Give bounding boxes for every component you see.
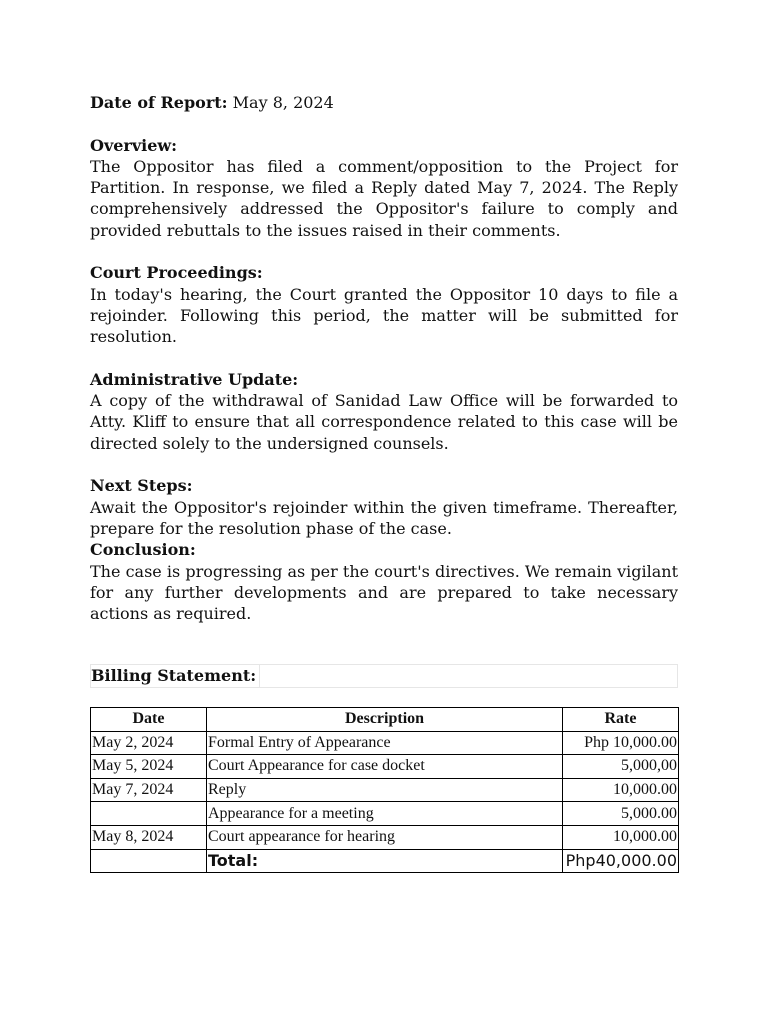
- billing-header-row: [91, 708, 679, 732]
- total-value: Php40,000.00: [563, 849, 679, 873]
- table-row: [91, 778, 679, 802]
- spacer: [90, 241, 678, 262]
- row-date: May 8, 2024: [91, 825, 207, 849]
- court-proceedings-body: In today's hearing, the Court granted the Oppositor 10 days to file a rejoinder. Following this period, the matter will be submitted for resolution.: [90, 284, 678, 347]
- conclusion-heading: Conclusion:: [90, 540, 196, 560]
- overview-body: The Oppositor has filed a comment/opposition to the Project for Partition. In response, we filed a Reply dated May 7, 2024. The Reply comprehensively addressed the Oppositor's failure to comply and provided rebuttals to the issues raised in their comments.: [90, 156, 678, 240]
- spacer: [90, 348, 678, 369]
- table-row: [91, 825, 679, 849]
- total-row: [91, 849, 679, 873]
- row-description: Formal Entry of Appearance: [207, 731, 563, 755]
- administrative-update-body: A copy of the withdrawal of Sanidad Law Office will be forwarded to Atty. Kliff to ensure that all correspondence related to this case will be directed solely to the undersigned counsels.: [90, 391, 678, 453]
- report-date-label: Date of Report:: [90, 93, 228, 112]
- report-document: [90, 92, 678, 624]
- row-rate: 5,000.00: [563, 802, 679, 826]
- court-proceedings-heading: Court Proceedings:: [90, 263, 263, 283]
- billing-statement-title: Billing Statement:: [91, 665, 260, 687]
- overview-heading: Overview:: [90, 135, 178, 155]
- row-date: May 7, 2024: [91, 778, 207, 802]
- row-date: May 5, 2024: [91, 755, 207, 779]
- conclusion-body: The case is progressing as per the court's directives. We remain vigilant for any further developments and are prepared to take necessary actions as required.: [90, 561, 678, 624]
- billing-statement-box: [90, 664, 678, 688]
- row-date: [91, 802, 207, 826]
- row-rate: 10,000.00: [563, 825, 679, 849]
- row-description: Court Appearance for case docket: [207, 755, 563, 779]
- report-date-value: May 8, 2024: [227, 93, 334, 112]
- spacer: [90, 454, 678, 475]
- table-row: [91, 755, 679, 779]
- row-description: Court appearance for hearing: [207, 825, 563, 849]
- total-empty-cell: [91, 849, 207, 873]
- description-column-header: Description: [207, 708, 563, 732]
- report-date-line: [90, 92, 678, 113]
- rate-column-header: Rate: [563, 708, 679, 732]
- table-row: [91, 731, 679, 755]
- row-description: Reply: [207, 778, 563, 802]
- administrative-update-heading: Administrative Update:: [90, 369, 299, 389]
- next-steps-body: Await the Oppositor's rejoinder within the given timeframe. Thereafter, prepare for the resolution phase of the case.: [90, 497, 678, 538]
- date-column-header: Date: [91, 708, 207, 732]
- row-description: Appearance for a meeting: [207, 802, 563, 826]
- row-rate: 10,000.00: [563, 778, 679, 802]
- billing-table: [90, 707, 679, 873]
- row-rate: 5,000,00: [563, 755, 679, 779]
- row-rate: Php 10,000.00: [563, 731, 679, 755]
- spacer: [90, 113, 678, 134]
- total-label: Total:: [207, 849, 563, 873]
- row-date: May 2, 2024: [91, 731, 207, 755]
- table-row: [91, 802, 679, 826]
- next-steps-heading: Next Steps:: [90, 476, 193, 496]
